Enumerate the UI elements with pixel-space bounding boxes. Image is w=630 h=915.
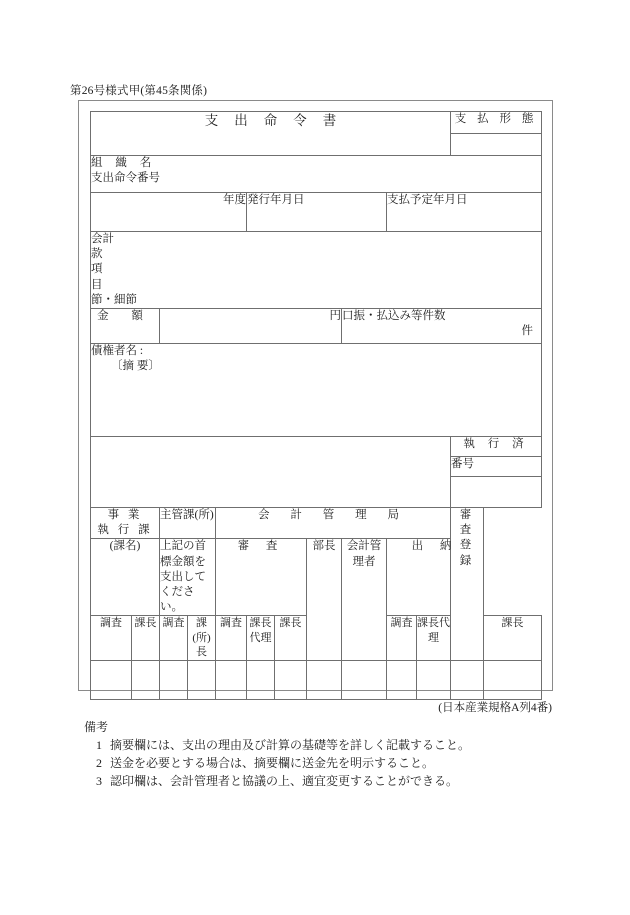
scheduled-payment-date-label: 支払予定年月日 xyxy=(387,194,468,206)
amount-label: 金 額 xyxy=(91,309,160,344)
order-number-label: 支出命令番号 xyxy=(91,172,160,185)
execution-header-row xyxy=(91,437,542,457)
payment-type-value[interactable] xyxy=(451,134,542,156)
signature-label-8: 課長代理 xyxy=(417,616,451,661)
paper-size-note: (日本産業規格A列4番) xyxy=(438,702,552,714)
accounting-label-kan: 款 xyxy=(91,248,103,261)
amount-row xyxy=(91,309,542,344)
stamp-cell-11[interactable] xyxy=(451,660,484,699)
stamp-cell-1[interactable] xyxy=(132,660,160,699)
audit-registration-stamp[interactable] xyxy=(484,660,542,699)
signature-label-2: 調査 xyxy=(160,616,188,661)
supervising-section-header: 主管課(所) xyxy=(160,508,216,539)
signature-label-9: 課長 xyxy=(484,616,542,661)
business-division-line1: 事 業 xyxy=(107,509,143,521)
accounting-classification-row xyxy=(91,232,542,309)
remark-text-1: 摘要欄には、支出の理由及び計算の基礎等を詳しく記載すること。 xyxy=(110,738,471,752)
remarks-title: 備考 xyxy=(84,720,109,734)
organization-cell[interactable] xyxy=(91,156,542,193)
expenditure-order-form xyxy=(90,111,542,700)
approval-header-row xyxy=(91,508,542,539)
remark-item xyxy=(84,775,470,787)
title-row xyxy=(91,112,542,134)
payment-header: 出 納 xyxy=(387,539,484,616)
signature-label-3: 課(所)長 xyxy=(188,616,216,661)
stamp-cell-6[interactable] xyxy=(275,660,307,699)
execution-status-header: 執 行 済 xyxy=(451,437,542,457)
stamp-cell-4[interactable] xyxy=(216,660,247,699)
bucho-header: 部長 xyxy=(307,539,342,660)
signature-label-6: 課長 xyxy=(275,616,307,661)
creditor-cell[interactable] xyxy=(91,344,542,437)
remark-text-3: 認印欄は、会計管理者と協議の上、適宜変更することができる。 xyxy=(110,774,459,788)
transfer-count-cell[interactable] xyxy=(342,309,542,344)
accounting-label-kaikei: 会計 xyxy=(91,233,114,245)
stamp-cell-8[interactable] xyxy=(342,660,387,699)
accounting-classification-cell[interactable] xyxy=(91,232,542,309)
stamp-cell-5[interactable] xyxy=(247,660,275,699)
accounting-bureau-header: 会 計 管 理 局 xyxy=(216,508,451,539)
stamp-cell-0[interactable] xyxy=(91,660,132,699)
payment-type-header: 支 払 形 態 xyxy=(451,112,542,134)
amount-value-cell[interactable] xyxy=(160,309,342,344)
accounting-label-ko: 項 xyxy=(91,263,103,276)
document-title-cell xyxy=(91,112,451,156)
stamp-cell-10[interactable] xyxy=(417,660,451,699)
fiscal-year-cell[interactable] xyxy=(91,193,247,232)
stamp-cell-9[interactable] xyxy=(387,660,417,699)
organization-row xyxy=(91,156,542,193)
stamp-cell-7[interactable] xyxy=(307,660,342,699)
summary-label: 〔摘 要〕 xyxy=(111,360,160,373)
stamp-cell-2[interactable] xyxy=(160,660,188,699)
remark-number-3: 3 xyxy=(96,774,102,788)
count-unit: 件 xyxy=(521,325,534,338)
accounting-label-setsu: 節・細節 xyxy=(91,293,137,306)
dates-row xyxy=(91,193,542,232)
examination-header: 審 査 xyxy=(216,539,307,616)
division-name-label: (課名) xyxy=(91,539,160,616)
signature-label-7: 調査 xyxy=(387,616,417,661)
signature-label-0: 調査 xyxy=(91,616,132,661)
currency-unit: 円 xyxy=(329,310,341,322)
remark-item xyxy=(84,757,470,769)
execution-number-label[interactable]: 番号 xyxy=(451,457,542,477)
business-division-header xyxy=(91,508,160,539)
instruction-text: 上記の首標金額を支出してください。 xyxy=(160,539,216,616)
remark-item xyxy=(84,739,470,751)
signature-label-1: 課長 xyxy=(132,616,160,661)
remark-number-1: 1 xyxy=(96,738,102,752)
remark-text-2: 送金を必要とする場合は、摘要欄に送金先を明示すること。 xyxy=(110,756,435,770)
execution-stamp-cell[interactable] xyxy=(451,477,542,508)
kaikei-kanrisha-header: 会計管理者 xyxy=(342,539,387,660)
signature-label-4: 調査 xyxy=(216,616,247,661)
stamp-row xyxy=(91,660,542,699)
form-number-label: 第26号様式甲(第45条関係) xyxy=(70,85,208,97)
organization-name-label: 組 織 名 xyxy=(91,157,157,169)
issue-date-label: 発行年月日 xyxy=(247,194,305,206)
transfer-count-label: 口振・払込み等件数 xyxy=(342,310,446,322)
business-division-line2: 執 行 課 xyxy=(97,524,153,537)
remark-number-2: 2 xyxy=(96,756,102,770)
summary-writing-area[interactable] xyxy=(91,437,451,508)
fiscal-year-label: 年度 xyxy=(223,194,246,206)
creditor-name-label: 債権者名 : xyxy=(91,345,144,357)
signature-label-5: 課長代理 xyxy=(247,616,275,661)
remarks-section xyxy=(84,721,470,793)
audit-registration-cell[interactable]: 審 査 登 録 xyxy=(451,508,484,661)
issue-date-cell[interactable] xyxy=(247,193,387,232)
accounting-label-moku: 目 xyxy=(91,278,103,291)
stamp-cell-3[interactable] xyxy=(188,660,216,699)
scheduled-payment-date-cell[interactable] xyxy=(387,193,542,232)
creditor-row xyxy=(91,344,542,437)
document-title: 支出命令書 xyxy=(204,113,353,128)
